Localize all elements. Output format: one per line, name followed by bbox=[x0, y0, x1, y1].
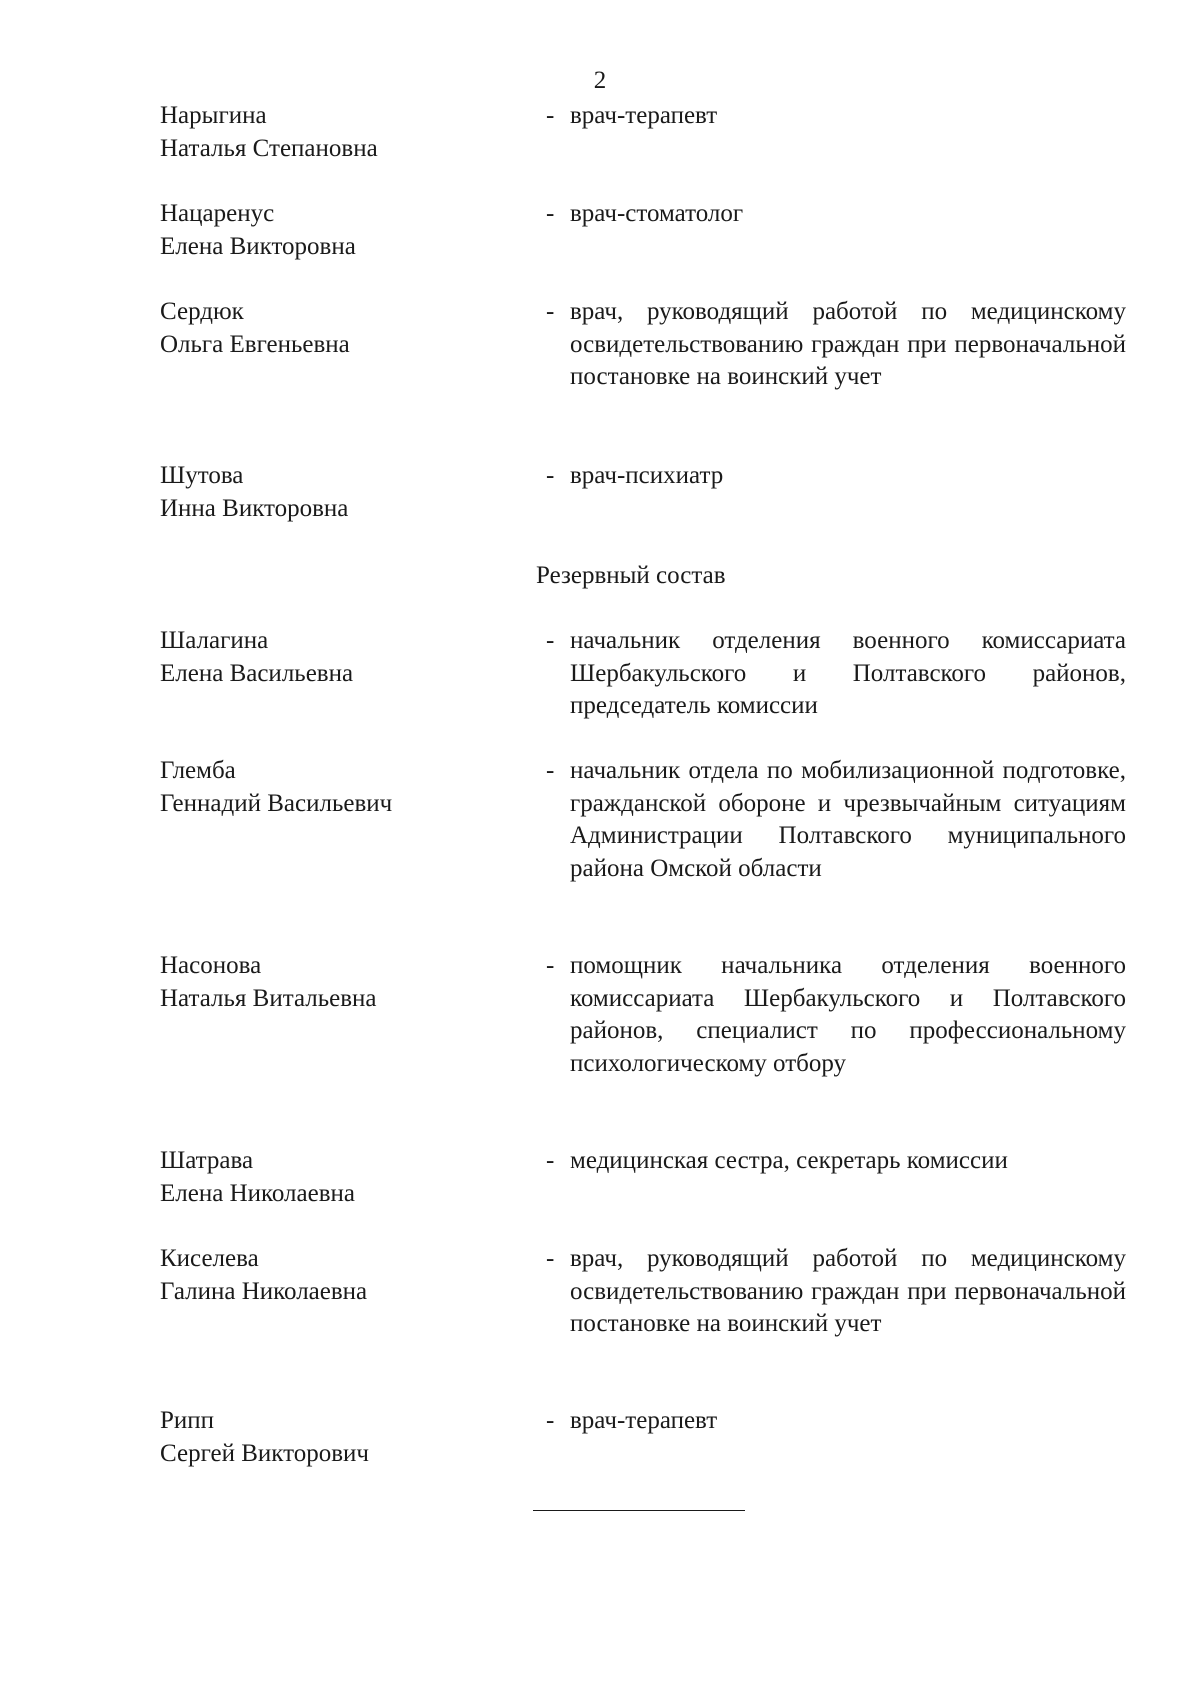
given-names: Геннадий Васильевич bbox=[160, 789, 393, 817]
surname: Нацаренус bbox=[160, 200, 275, 227]
dash: - bbox=[546, 627, 555, 654]
position-description: врач-терапевт bbox=[570, 102, 718, 129]
dash: - bbox=[546, 102, 555, 129]
surname: Глемба bbox=[160, 757, 236, 784]
dash: - bbox=[546, 1245, 555, 1272]
position-description: начальник отдела по мобилизационной подготовке, гражданской обороне и чрезвычайным ситуациям Администрации Полтавского муниципального района Омской области bbox=[570, 757, 1126, 882]
surname: Нарыгина bbox=[160, 102, 267, 129]
surname: Насонова bbox=[160, 952, 262, 979]
dash: - bbox=[546, 298, 555, 325]
person-name bbox=[160, 625, 520, 690]
given-names: Наталья Степановна bbox=[160, 134, 378, 162]
surname: Шалагина bbox=[160, 627, 269, 654]
given-names: Галина Николаевна bbox=[160, 1277, 368, 1305]
dash: - bbox=[546, 200, 555, 227]
given-names: Сергей Викторович bbox=[160, 1439, 369, 1467]
dash: - bbox=[546, 952, 555, 979]
position-description: врач, руководящий работой по медицинскому освидетельствованию граждан при первоначальной постановке на воинский учет bbox=[570, 298, 1126, 390]
surname: Шутова bbox=[160, 462, 244, 489]
person-name bbox=[160, 1405, 520, 1470]
person-name bbox=[160, 755, 520, 820]
dash: - bbox=[546, 462, 555, 489]
given-names: Елена Васильевна bbox=[160, 659, 354, 687]
surname: Шатрава bbox=[160, 1147, 254, 1174]
surname: Рипп bbox=[160, 1407, 215, 1434]
person-name bbox=[160, 460, 520, 525]
dash: - bbox=[546, 757, 555, 784]
person-name bbox=[160, 1145, 520, 1210]
position-description: медицинская сестра, секретарь комиссии bbox=[570, 1147, 1008, 1174]
given-names: Елена Николаевна bbox=[160, 1179, 355, 1207]
person-name bbox=[160, 100, 520, 165]
given-names: Наталья Витальевна bbox=[160, 984, 377, 1012]
position-description: врач-терапевт bbox=[570, 1407, 718, 1434]
dash: - bbox=[546, 1407, 555, 1434]
person-name bbox=[160, 198, 520, 263]
position-description: врач, руководящий работой по медицинскому освидетельствованию граждан при первоначальной постановке на воинский учет bbox=[570, 1245, 1126, 1337]
given-names: Ольга Евгеньевна bbox=[160, 330, 350, 358]
position-description: врач-стоматолог bbox=[570, 200, 744, 227]
surname: Сердюк bbox=[160, 298, 244, 325]
person-name bbox=[160, 950, 520, 1015]
position-description: врач-психиатр bbox=[570, 462, 724, 489]
given-names: Инна Викторовна bbox=[160, 494, 349, 522]
section-title: Резервный состав bbox=[536, 562, 726, 589]
position-description: помощник начальника отделения военного комиссариата Шербакульского и Полтавского районов, специалист по профессиональному психологическому отбору bbox=[570, 952, 1126, 1077]
person-name bbox=[160, 1243, 520, 1308]
surname: Киселева bbox=[160, 1245, 259, 1272]
given-names: Елена Викторовна bbox=[160, 232, 356, 260]
position-description: начальник отделения военного комиссариата Шербакульского и Полтавского районов, председатель комиссии bbox=[570, 627, 1126, 719]
end-rule bbox=[533, 1510, 745, 1511]
dash: - bbox=[546, 1147, 555, 1174]
person-name bbox=[160, 296, 520, 361]
page-number: 2 bbox=[593, 67, 607, 94]
